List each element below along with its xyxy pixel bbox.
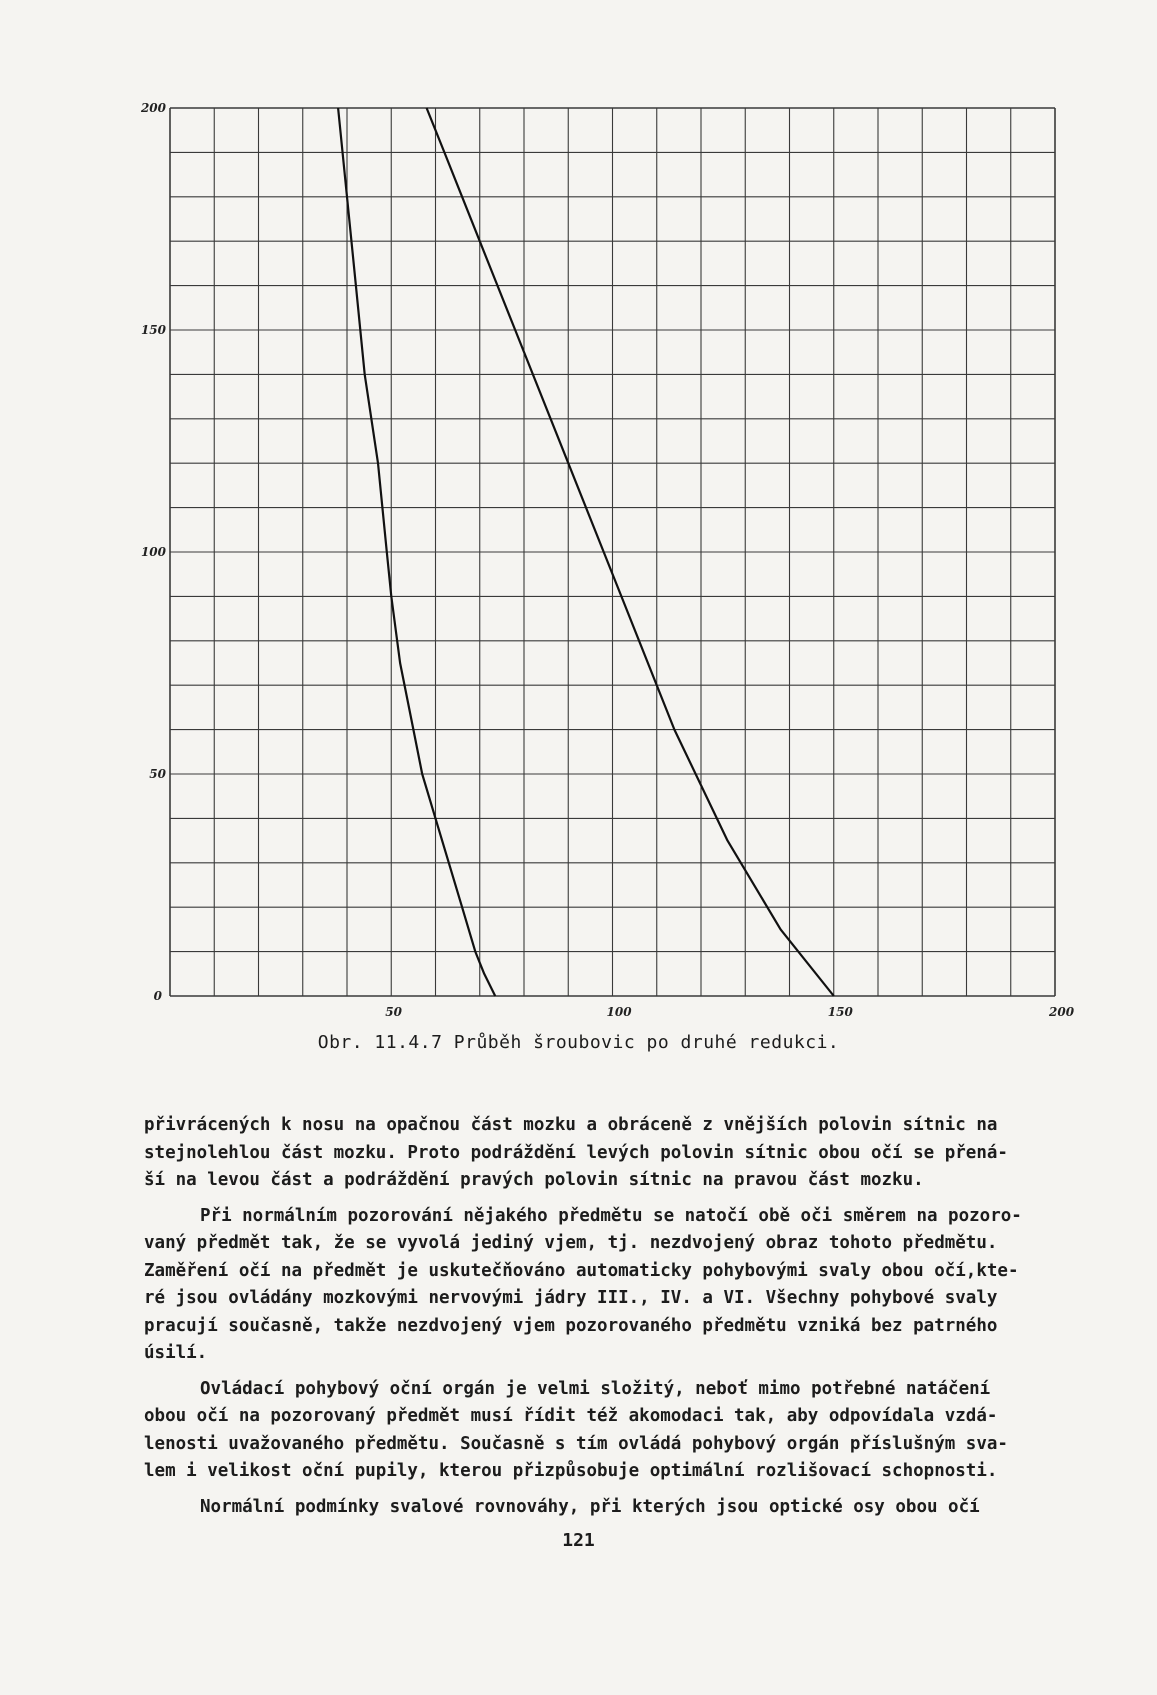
text-line: obou očí na pozorovaný předmět musí řídit též akomodaci tak, aby odpovídala vzdá- <box>144 1406 998 1426</box>
text-line: vaný předmět tak, že se vyvolá jediný vjem, tj. nezdvojený obraz tohoto předmětu. <box>144 1233 998 1253</box>
text-line: úsilí. <box>144 1343 208 1363</box>
y-tick-label: 50 <box>149 767 166 781</box>
x-tick-label: 150 <box>827 1005 853 1019</box>
text-line: Při normálním pozorování nějakého předmětu se natočí obě oči směrem na pozoro- <box>200 1205 1022 1226</box>
text-line: Zaměření očí na předmět je uskutečňováno automaticky pohybovými svaly obou očí,kte- <box>144 1260 1019 1281</box>
figure-caption <box>0 1032 1157 1053</box>
text-line: přivrácených k nosu na opačnou část mozku a obráceně z vnějších polovin sítnic na <box>144 1115 998 1135</box>
chart-grid <box>170 108 1055 996</box>
y-tick-label: 100 <box>140 545 166 559</box>
y-tick-label: 150 <box>140 323 166 337</box>
text-line: lenosti uvažovaného předmětu. Současně s tím ovládá pohybový orgán příslušným sva- <box>144 1433 1008 1454</box>
paragraph <box>144 1376 1084 1486</box>
x-tick-label: 200 <box>1049 1005 1075 1019</box>
body-text <box>144 1112 1084 1529</box>
text-line: lem i velikost oční pupily, kterou přizpůsobuje optimální rozlišovací schopnosti. <box>144 1461 998 1481</box>
text-line: ší na levou část a podráždění pravých polovin sítnic na pravou část mozku. <box>144 1170 924 1190</box>
paragraph <box>144 1112 1084 1195</box>
y-tick-label: 200 <box>140 101 166 115</box>
text-line: ré jsou ovládány mozkovými nervovými jádry III., IV. a VI. Všechny pohybové svaly <box>144 1288 998 1308</box>
text-line: Ovládací pohybový oční orgán je velmi složitý, neboť mimo potřebné natáčení <box>200 1378 991 1399</box>
x-tick-label: 50 <box>385 1005 402 1019</box>
x-tick-label: 100 <box>606 1005 632 1019</box>
paragraph <box>144 1203 1084 1368</box>
text-line: Normální podmínky svalové rovnováhy, při kterých jsou optické osy obou očí <box>200 1496 980 1517</box>
page-number: 121 <box>562 1530 595 1551</box>
text-line: stejnolehlou část mozku. Proto podráždění levých polovin sítnic obou očí se přená- <box>144 1142 1008 1163</box>
caption-number: Obr. 11.4.7 <box>317 1032 443 1053</box>
text-line: pracují současně, takže nezdvojený vjem pozorovaného předmětu vzniká bez patrného <box>144 1315 998 1336</box>
paragraph <box>144 1494 1084 1522</box>
caption-text: Průběh šroubovic po druhé redukci. <box>453 1032 840 1053</box>
x-tick-label: 0 <box>153 989 162 1003</box>
